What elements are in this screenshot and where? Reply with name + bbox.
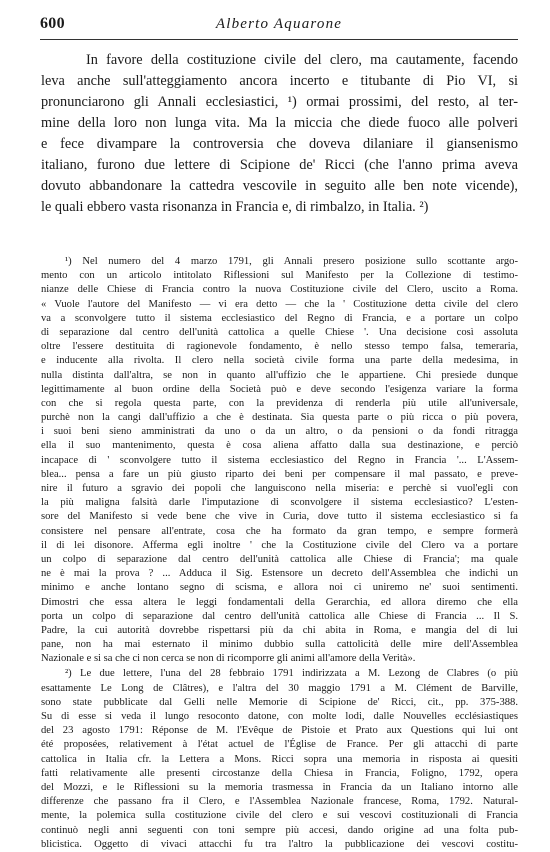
footnote-line: consistere nel pensare all'entrate, cosa che ha formato da gran tempo, e sempre formerà bbox=[41, 525, 518, 537]
main-text-line: dovuto abbandonare la cattedra vescovile in seguito alle ben note vicende), bbox=[41, 178, 518, 194]
footnote-line: ²) Le due lettere, l'una del 28 febbraio 1791 indirizzata a M. Lezong de Clabres (o più bbox=[65, 668, 518, 680]
footnote-line: esattamente Le Long de Clâtres), e l'altra del 30 maggio 1791 a M. Clément de Barville, bbox=[41, 682, 518, 694]
footnote-line: purchè non la cangi dall'uffizio a che è destinata. Sia questa parte o più ricca o più povera, bbox=[41, 412, 518, 424]
footnote-line: del Mozzi, e le Riflessioni su la memoria trasmessa in Francia da un Italiano intorno alle bbox=[41, 781, 518, 793]
footnote-2 bbox=[41, 667, 518, 851]
footnote-line: cattolica in Italia cfr. la Lettera a Mons. Ricci sopra una memoria in risposta ai quesiti bbox=[41, 753, 518, 765]
footnote-line: fatti relativamente alle presenti circostanze della Chiesa in Francia, Foligno, 1792, opera bbox=[41, 767, 518, 779]
main-text-line: pronunciarono gli Annali ecclesiastici, ¹) ormai prossimi, del resto, al ter- bbox=[41, 94, 518, 110]
footnote-line: nulla distinta dall'altra, se non in quanto all'uffizio che le appartiene. Chi presiede dunque bbox=[41, 369, 518, 381]
header-rule bbox=[40, 39, 518, 40]
footnote-1 bbox=[41, 255, 518, 666]
main-text-line: italiano, furono due lettere di Scipione de' Ricci (che l'anno prima aveva bbox=[41, 157, 518, 173]
footnote-line: legittimamente al buon ordine della Società può e deve secondo l'esigenza variare la forma bbox=[41, 383, 518, 395]
footnote-line: Padre, la cui autorità dovrebbe rispettarsi più da chi abita in Roma, e mangia del di lui bbox=[41, 624, 518, 636]
footnote-line: continuò negli anni seguenti con toni sempre più accesi, dando origine ad una folta pub- bbox=[41, 824, 518, 836]
footnote-line: oltre l'essere destituita di ragionevole fondamento, è nello stesso tempo falsa, temeraria, bbox=[41, 341, 518, 353]
footnote-line: ella il suo mantenimento, questa è cosa aliena affatto dalla sua destinazione, e perciò bbox=[41, 440, 518, 452]
footnote-line: del 23 agosto 1791: Réponse de M. l'Evêque de Pistoie et Prato aux Questions qui lui ont bbox=[41, 725, 518, 737]
footnote-line: sore del Manifesto si vede bene che vive in Curia, dove tutto il sistema ecclesiastico si fa bbox=[41, 511, 518, 523]
main-text-line: leva anche sull'atteggiamento ancora incerto e titubante di Pio VI, si bbox=[41, 73, 518, 89]
footnote-line: pane, non ha mai esternato il minimo dubbio sulla cattolicità delle mire dell'Assemblea bbox=[41, 639, 518, 651]
footnotes bbox=[41, 255, 518, 852]
footnote-line: i suoi beni sieno amministrati da uno o da un altro, o da pensioni o da fondi ritragga bbox=[41, 426, 518, 438]
footnote-line: nire il futuro a sgravio dei popoli che languiscono nella miseria: e perchè si vuol'egli con bbox=[41, 483, 518, 494]
page-number: 600 bbox=[40, 15, 65, 32]
footnote-line: con che si regola questa parte, con la previdenza di renderla più utile all'universale, bbox=[41, 397, 518, 409]
footnote-line: va a sconvolgere tutto il sistema ecclesiastico del Regno di Francia, e a portare un colpo bbox=[41, 312, 518, 324]
footnote-line: blea... pensa a fare un più giusto riparto dei beni per compensare il mal passato, e preve- bbox=[41, 468, 518, 480]
footnote-line: Dimostri che essa altera le leggi fondamentali della Gerarchia, ed allora diremo che ella bbox=[41, 596, 518, 608]
footnote-line: Su di esse si veda il lungo resoconto datone, con molte lodi, dalle Nouvelles ecclésiastiques bbox=[41, 711, 518, 722]
main-text-line: e fece divampare la controversia che doveva dilaniare il giansenismo bbox=[41, 136, 518, 152]
footnote-line: mente, la polemica sulla costituzione civile del clero e sui vescovi costituzionali di Francia bbox=[41, 810, 518, 822]
running-head: Alberto Aquarone bbox=[215, 16, 343, 32]
page-header bbox=[40, 15, 518, 37]
footnote-line: été proposées, relativement à l'état actuel de l'Église de France. Per gli attacchi di parte bbox=[41, 739, 518, 751]
footnote-line: Nazionale e si sa che ci non cerca se non di ricomporre gli animi all'amore della Verità». bbox=[41, 653, 416, 665]
footnote-line: di separazione dal centro dell'unità cattolica a quelle Chiese '. Una decisione così assoluta bbox=[41, 326, 518, 338]
footnote-line: un colpo di separazione dal centro dell'unità cattolica alle Chiese di Francia'; ma quale bbox=[41, 553, 518, 565]
footnote-line: ¹) Nel numero del 4 marzo 1791, gli Annali presero posizione sullo scottante argo- bbox=[65, 256, 518, 267]
footnote-line: porta un colpo di separazione dal centro dell'unità cattolica alle Chiese di Francia ... Il S. bbox=[41, 610, 518, 622]
main-text-line: le quali ebbero vasta risonanza in Francia e, di rimbalzo, in Italia. ²) bbox=[41, 199, 429, 215]
footnote-line: incapace di ' sconvolgere tutto il sistema ecclesiastico del Regno in Francia '... L'Assem- bbox=[41, 454, 518, 466]
footnote-line: minimo e anche lontano segno di scisma, e allora noi ci uniremo ne' suoi sentimenti. bbox=[41, 582, 518, 594]
footnote-line: differenze che passano fra il Clero, e l'Assemblea Nazionale francese, Roma, 1792. Natural- bbox=[41, 796, 518, 808]
footnote-line: la più maligna falsità darle l'imputazione di sconvolgere il sistema ecclesiastico? L'esten- bbox=[41, 497, 518, 509]
footnote-line: e inducente alla rivolta. Il clero nella società civile forma una parte della medesima, in bbox=[41, 355, 518, 367]
footnote-line: « Vuole l'autore del Manifesto — vi era detto — che la ' Costituzione detta civile del clero bbox=[41, 298, 518, 310]
footnote-line: sono state pubblicate dal Gelli nelle Memorie di Scipione de' Ricci, cit., pp. 375-388. bbox=[41, 696, 518, 708]
footnote-line: il di lei disonore. Afferma egli inoltre ' che la Costituzione civile del Clero va a portare bbox=[41, 539, 518, 551]
footnote-line: mento con un articolo intitolato Riflessioni sul Manifesto per la Collezione di testimo- bbox=[41, 270, 518, 282]
main-text bbox=[41, 50, 518, 218]
footnote-line: nianze delle Chiese di Francia contro la nuova Costituzione civile del Clero, uscito a Roma. bbox=[41, 284, 518, 296]
footnote-line: ne è mai la prova ? ... Adduca il Sig. Estensore un decreto dell'Assemblea che indichi un bbox=[41, 568, 518, 580]
footnote-line: blicistica. Oggetto di vivaci attacchi fu tra l'altro la pubblicazione dei vescovi costitu- bbox=[41, 838, 518, 850]
main-text-line: mine della loro non lunga vita. Ma la miccia che diede fuoco alle polveri bbox=[41, 115, 518, 131]
main-text-line: In favore della costituzione civile del clero, ma cautamente, facendo bbox=[86, 52, 518, 68]
